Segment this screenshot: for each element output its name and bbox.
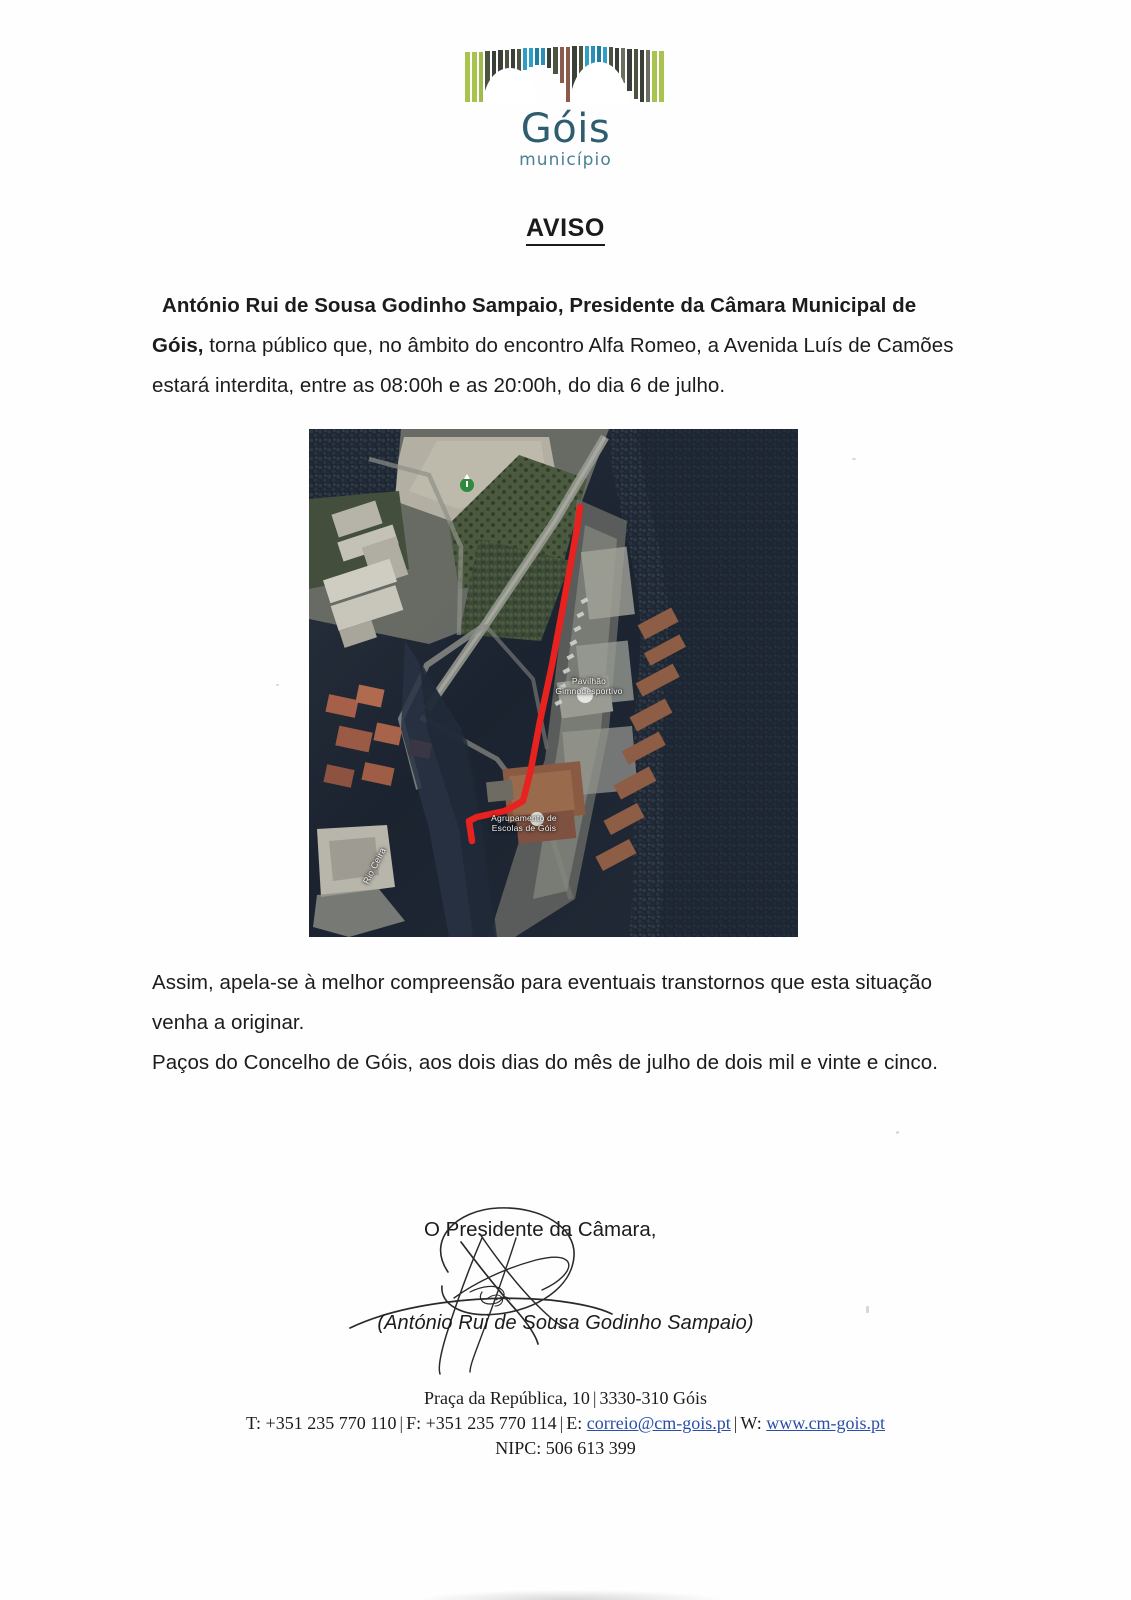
body-intro xyxy=(152,286,958,406)
paragraph-intro xyxy=(152,286,958,406)
footer-separator: | xyxy=(399,1413,404,1433)
footer-separator: | xyxy=(733,1413,738,1433)
footer-postal: 3330-310 Góis xyxy=(599,1388,708,1408)
map-graphic xyxy=(309,429,798,937)
footer-address: Praça da República, 10 xyxy=(423,1388,590,1408)
page-title xyxy=(0,214,1131,243)
map-label-rio: Rio Ceira xyxy=(361,845,388,886)
paragraph-intro-rest: torna público que, no âmbito do encontro Alfa Romeo, a Avenida Luís de Camões estará interdita, entre as 08:00h e as 20:00h, do dia 6 de julho. xyxy=(152,334,954,397)
footer-contact-line xyxy=(0,1411,1131,1436)
scan-artifact xyxy=(852,458,856,460)
logo-subtitle: município xyxy=(519,150,612,171)
footer-web-link[interactable]: www.cm-gois.pt xyxy=(766,1413,886,1433)
footer-email-link[interactable]: correio@cm-gois.pt xyxy=(586,1413,731,1433)
page-title-text: AVISO xyxy=(526,214,605,246)
footer-separator: | xyxy=(592,1388,597,1408)
document-footer xyxy=(0,1386,1131,1461)
paragraph-apology: Assim, apela-se à melhor compreensão para eventuais transtornos que esta situação venha a originar. xyxy=(152,971,933,1034)
map-label-pavilhao: Pavilhão Gimnodesportivo xyxy=(555,676,623,696)
body-closing xyxy=(152,963,958,1083)
scan-shadow xyxy=(420,1590,720,1600)
satellite-map-image xyxy=(309,429,798,937)
footer-address-line xyxy=(0,1386,1131,1411)
footer-email-label: E: xyxy=(566,1413,583,1433)
footer-separator: | xyxy=(559,1413,564,1433)
footer-web-label: W: xyxy=(740,1413,762,1433)
footer-fax-label: F: xyxy=(406,1413,422,1433)
footer-phone: +351 235 770 110 xyxy=(265,1413,397,1433)
paragraph-date: Paços do Concelho de Góis, aos dois dias do mês de julho de dois mil e vinte e cinco. xyxy=(152,1051,938,1074)
scan-artifact xyxy=(896,1131,899,1134)
logo-wordmark: Góis xyxy=(520,106,611,152)
municipality-logo xyxy=(0,44,1131,170)
signature-title: O Presidente da Câmara, xyxy=(424,1218,657,1241)
scan-artifact xyxy=(276,684,279,686)
signature-block xyxy=(0,1218,1131,1358)
footer-fax: +351 235 770 114 xyxy=(425,1413,557,1433)
bridge-logo-icon xyxy=(463,44,669,106)
paragraph-intro-bold: António Rui de Sousa Godinho Sampaio, Presidente da Câmara Municipal de Góis, xyxy=(152,294,917,357)
footer-nipc: NIPC: 506 613 399 xyxy=(495,1438,636,1458)
signatory-name: (António Rui de Sousa Godinho Sampaio) xyxy=(377,1312,754,1334)
map-label-escolas: Agrupamento de Escolas de Góis xyxy=(491,813,557,833)
footer-phone-label: T: xyxy=(245,1413,262,1433)
